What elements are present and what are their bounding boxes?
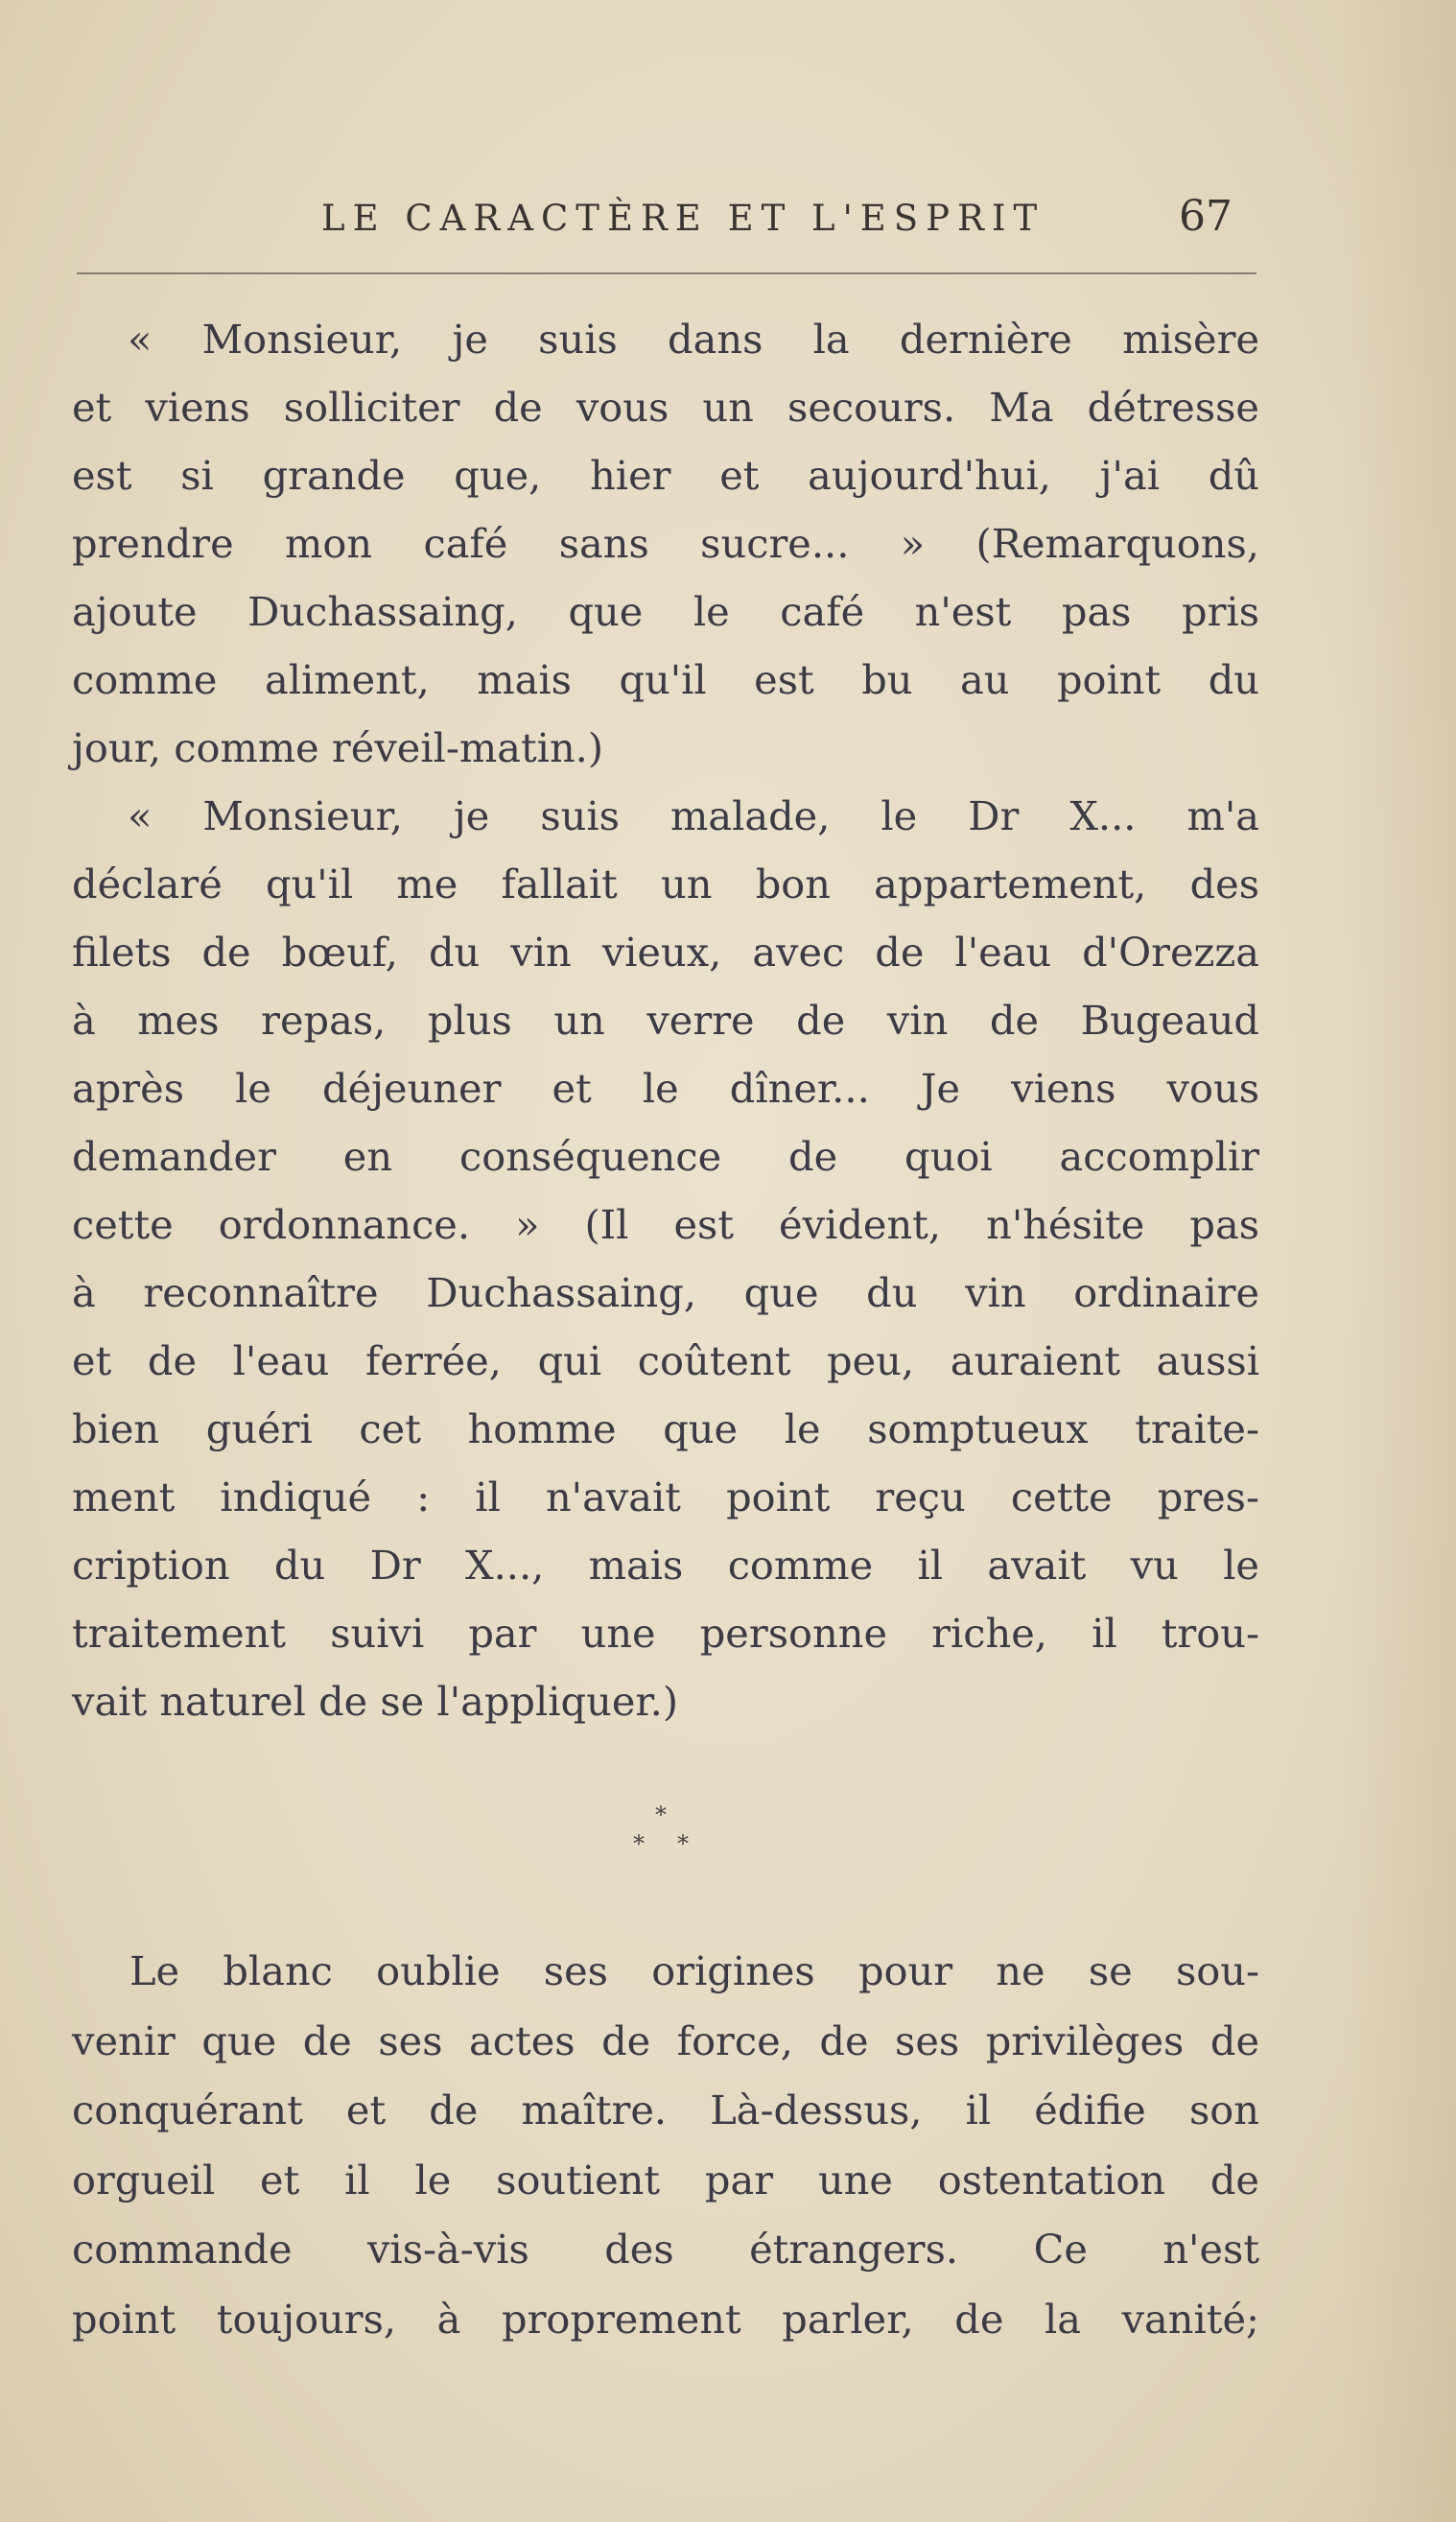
paragraph-line: est si grande que, hier et aujourd'hui, j'ai dû: [72, 452, 1259, 499]
paragraph-line: comme aliment, mais qu'il est bu au point du: [72, 656, 1259, 703]
paragraph-line: déclaré qu'il me fallait un bon appartement, des: [72, 860, 1259, 907]
paragraph-line: « Monsieur, je suis malade, le Dr X... m'a: [128, 792, 1259, 839]
paragraph-line: ajoute Duchassaing, que le café n'est pas pris: [72, 588, 1259, 635]
paragraph-line: cription du Dr X..., mais comme il avait vu le: [72, 1542, 1259, 1589]
running-title: LE CARACTÈRE ET L'ESPRIT: [321, 198, 1045, 239]
paragraph-line: à reconnaître Duchassaing, que du vin ordinaire: [72, 1269, 1259, 1316]
asterisk-glyph: *: [677, 1830, 689, 1857]
page-number: 67: [1179, 192, 1233, 241]
paragraph-line: et de l'eau ferrée, qui coûtent peu, auraient aussi: [72, 1337, 1259, 1384]
paragraph-line: après le déjeuner et le dîner... Je viens vous: [72, 1065, 1259, 1112]
text-block-upper: [72, 305, 1259, 1735]
paragraph-line: filets de bœuf, du vin vieux, avec de l'eau d'Orezza: [72, 929, 1259, 976]
section-separator-asterism: [633, 1802, 710, 1869]
paragraph-line: venir que de ses actes de force, de ses privilèges de: [72, 2016, 1259, 2064]
paragraph-line: bien guéri cet homme que le somptueux traite-: [72, 1405, 1259, 1452]
paragraph-line: « Monsieur, je suis dans la dernière misère: [128, 316, 1259, 363]
paper-aging-shade: [1341, 0, 1456, 2522]
paragraph-line: Le blanc oublie ses origines pour ne se sou-: [129, 1947, 1259, 1994]
paragraph-line: commande vis-à-vis des étrangers. Ce n'est: [72, 2226, 1259, 2273]
paragraph-line: point toujours, à proprement parler, de la vanité;: [72, 2295, 1259, 2343]
paragraph-line: cette ordonnance. » (Il est évident, n'hésite pas: [72, 1201, 1259, 1248]
asterisk-glyph: *: [655, 1802, 667, 1828]
paragraph-line: orgueil et il le soutient par une ostentation de: [72, 2156, 1259, 2204]
paragraph-line: vait naturel de se l'appliquer.): [72, 1678, 679, 1725]
text-block-lower: [72, 1937, 1259, 2354]
header-rule: [77, 272, 1256, 274]
paragraph-line: à mes repas, plus un verre de vin de Bugeaud: [72, 997, 1259, 1044]
paragraph-line: ment indiqué : il n'avait point reçu cette pres-: [72, 1473, 1259, 1520]
paragraph-line: et viens solliciter de vous un secours. Ma détresse: [72, 384, 1259, 431]
paragraph-line: prendre mon café sans sucre... » (Remarquons,: [72, 520, 1259, 567]
asterisk-glyph: *: [633, 1830, 645, 1857]
paragraph-line: traitement suivi par une personne riche, il trou-: [72, 1610, 1259, 1657]
paragraph-line: demander en conséquence de quoi accomplir: [72, 1133, 1259, 1180]
paragraph-line: conquérant et de maître. Là-dessus, il édifie son: [72, 2086, 1259, 2133]
page-header: [72, 192, 1261, 249]
paragraph-line: jour, comme réveil-matin.): [72, 724, 604, 771]
